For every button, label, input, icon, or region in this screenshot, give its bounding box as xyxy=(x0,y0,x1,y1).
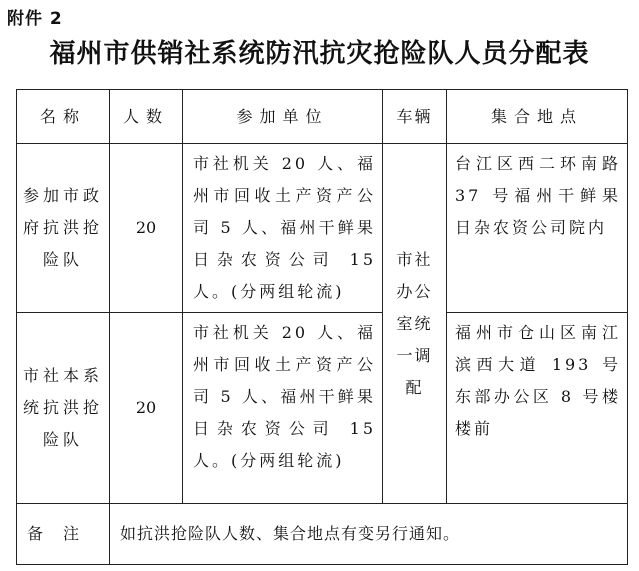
note-text: 如抗洪抢险队人数、集合地点有变另行通知。 xyxy=(110,504,628,565)
participating-units-cell: 市社机关 20 人、福州市回收土产资产公司 5 人、福州干鲜果日杂农资公司 15 人。(分两组轮流) xyxy=(183,313,383,504)
table-header-row xyxy=(17,90,628,144)
header-vehicle: 车辆 xyxy=(383,90,447,144)
note-label: 备注 xyxy=(17,504,110,565)
header-count: 人数 xyxy=(110,90,183,144)
header-name: 名称 xyxy=(17,90,110,144)
note-row xyxy=(17,504,628,565)
team-count-cell: 20 xyxy=(110,313,183,504)
allocation-table xyxy=(16,89,628,565)
table-row xyxy=(17,313,628,504)
document-title: 福州市供销社系统防汛抗灾抢险队人员分配表 xyxy=(49,39,590,69)
team-count-cell: 20 xyxy=(110,144,183,313)
team-name-cell: 参加市政府抗洪抢险队 xyxy=(17,144,110,313)
participating-units-cell: 市社机关 20 人、福州市回收土产资产公司 5 人、福州干鲜果日杂农资公司 15 人。(分两组轮流) xyxy=(183,144,383,313)
header-units: 参加单位 xyxy=(183,90,383,144)
header-assembly: 集合地点 xyxy=(447,90,628,144)
assembly-place-cell: 台江区西二环南路 37 号福州干鲜果日杂农资公司院内 xyxy=(447,144,628,313)
assembly-place-cell: 福州市仓山区南江滨西大道 193 号东部办公区 8 号楼楼前 xyxy=(447,313,628,504)
table-row xyxy=(17,144,628,313)
team-name-cell: 市社本系统抗洪抢险队 xyxy=(17,313,110,504)
attachment-label: 附件 2 xyxy=(7,9,63,29)
vehicle-cell: 市社办公室统一调配 xyxy=(383,144,447,504)
